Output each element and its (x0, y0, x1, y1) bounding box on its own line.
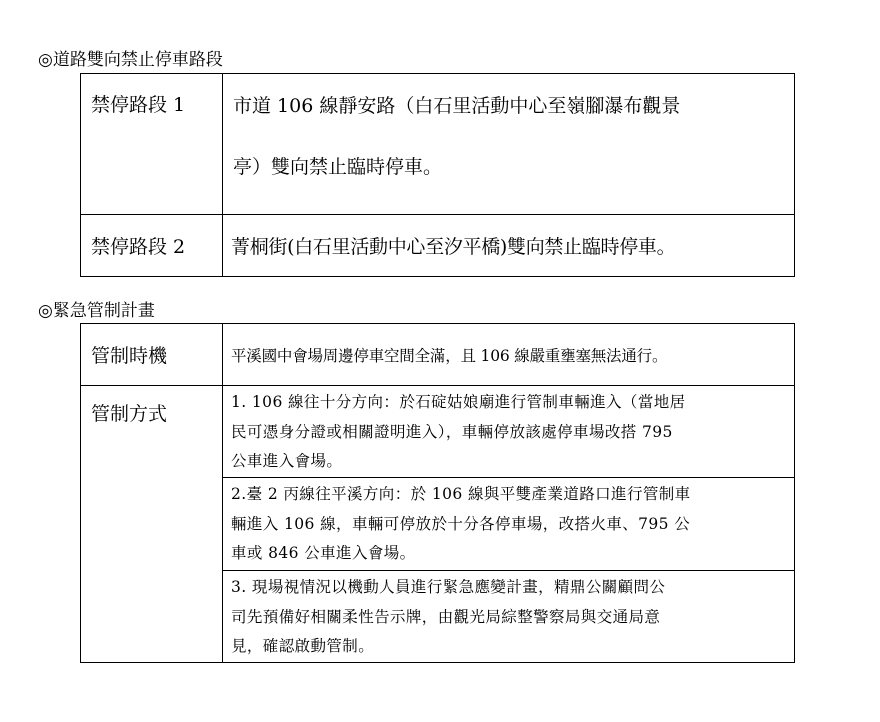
emergency-control-table (80, 323, 795, 663)
item-line: 輛進入 106 線，車輛可停放於十分各停車場，改搭火車、795 公 (231, 514, 691, 533)
control-timing-label: 管制時機 (81, 324, 223, 386)
table-row (81, 386, 795, 478)
item-line: 車或 846 公車進入會場。 (231, 544, 416, 562)
control-method-item-1 (223, 386, 795, 478)
table-row (81, 74, 795, 215)
item-line: 3. 現場視情況以機動人員進行緊急應變計畫，精鼎公關顧問公 (231, 578, 666, 596)
table-row (81, 215, 795, 277)
control-timing-text: 平溪國中會場周邊停車空間全滿，且 106 線嚴重壅塞無法通行。 (223, 324, 795, 386)
item-line: 2.臺 2 丙線往平溪方向：於 106 線與平雙產業道路口進行管制車 (231, 485, 691, 503)
section-heading-no-parking: ◎道路雙向禁止停車路段 (38, 50, 223, 70)
description-line: 市道 106 線靜安路（白石里活動中心至嶺腳瀑布觀景 (233, 95, 681, 117)
section-heading-emergency-plan: ◎緊急管制計畫 (38, 301, 155, 321)
description-line: 亭）雙向禁止臨時停車。 (233, 156, 443, 178)
no-parking-description-2: 菁桐街(白石里活動中心至汐平橋)雙向禁止臨時停車。 (223, 215, 795, 277)
control-method-label: 管制方式 (81, 386, 223, 663)
item-line: 見，確認啟動管制。 (231, 637, 375, 655)
no-parking-description-1 (223, 74, 795, 215)
table-row (81, 324, 795, 386)
no-parking-label-2: 禁停路段 2 (81, 215, 223, 277)
item-line: 民可憑身分證或相關證明進入），車輛停放該處停車場改搭 795 (231, 422, 673, 441)
item-line: 公車進入會場。 (231, 452, 343, 470)
control-method-item-3 (223, 571, 795, 663)
no-parking-label-1: 禁停路段 1 (81, 74, 223, 215)
item-line: 司先預備好相關柔性告示牌，由觀光局綜整警察局與交通局意 (231, 607, 661, 626)
control-method-item-2 (223, 478, 795, 571)
no-parking-table (80, 73, 795, 277)
item-line: 1. 106 線往十分方向：於石碇姑娘廟進行管制車輛進入（當地居 (231, 393, 686, 411)
